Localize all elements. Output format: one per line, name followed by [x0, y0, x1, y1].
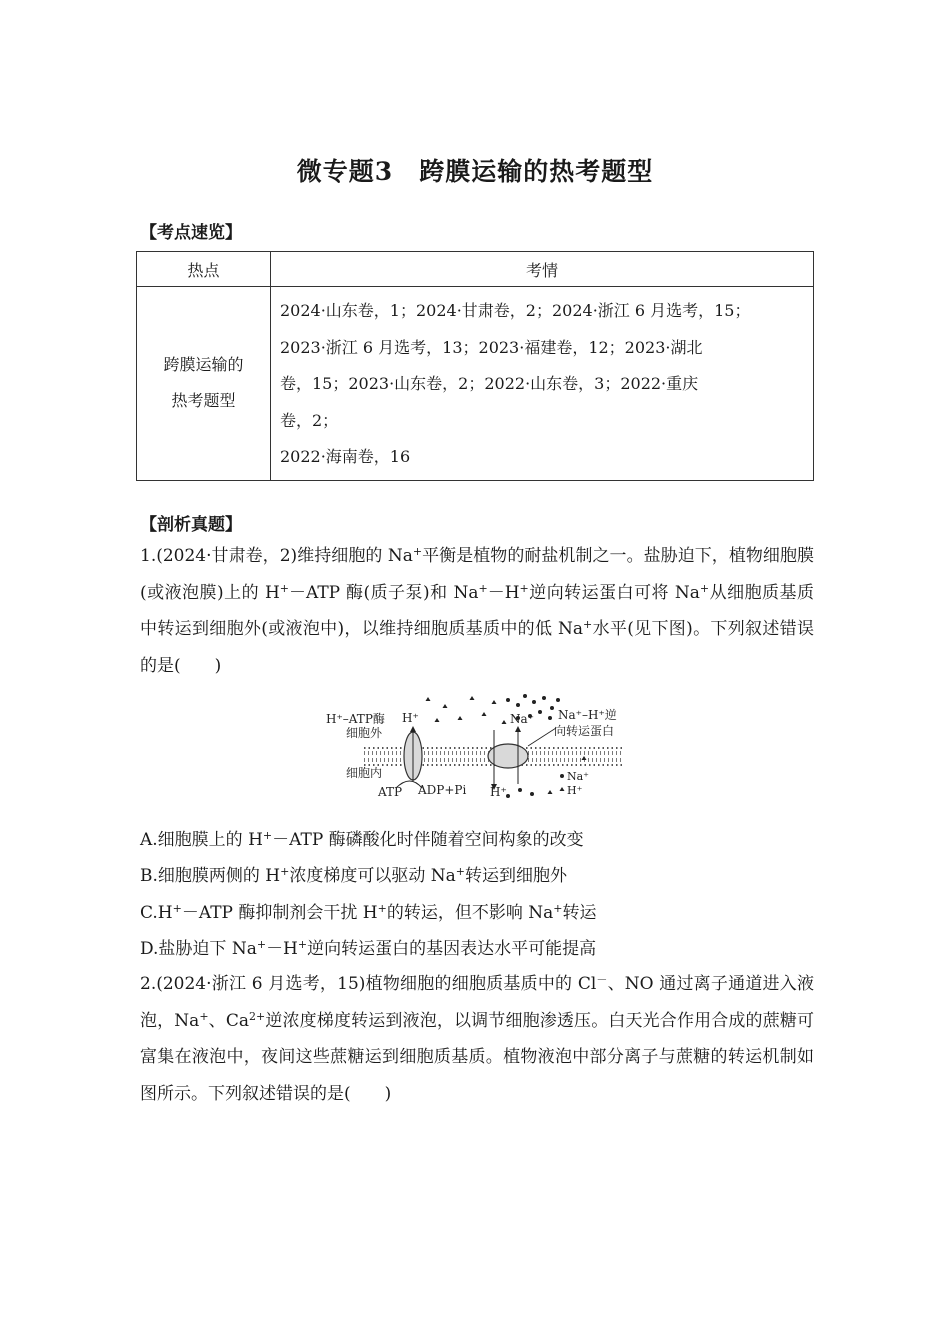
exam-line: 2024·山东卷，1；2024·甘肃卷，2；2024·浙江 6 月选考，15； — [280, 301, 751, 320]
outside-label: 细胞外 — [346, 726, 383, 740]
question-1-stem — [140, 538, 814, 684]
q1-text: －ATP 酶(质子泵)和 Na — [289, 582, 479, 603]
option-c — [140, 901, 596, 925]
q2-text: 逆浓度梯度转运到液泡，以调节细胞渗透压。白天光合作用合成的蔗糖可富集在液泡中，夜间这些蔗糖运到细胞质基质。植物液泡中部分离子与蔗糖的转运机制如图所示。下列叙述错误的是( ) — [140, 1010, 814, 1104]
superscript: + — [583, 618, 593, 631]
pump-label: H⁺–ATP酶 — [326, 712, 385, 726]
q1-text: 1.(2024·甘肃卷，2)维持细胞的 Na — [140, 546, 413, 566]
superscript: － — [596, 973, 608, 986]
option-text: －ATP 酶磷酸化时伴随着空间构象的改变 — [272, 830, 584, 850]
arrow-head-icon — [515, 726, 521, 732]
table-header-row — [137, 252, 814, 287]
superscript: + — [262, 829, 273, 842]
arrow-head-icon — [410, 726, 416, 732]
question-2-stem — [140, 966, 814, 1112]
q1-text: －H — [487, 582, 520, 603]
analysis-heading: 【剖析真题】 — [140, 515, 242, 535]
legend-na-symbol — [560, 774, 564, 778]
h-particle — [582, 756, 587, 760]
option-text: C.H — [140, 903, 173, 923]
legend-h-label: H⁺ — [567, 784, 583, 797]
adp-label: ADP+Pi — [418, 783, 467, 797]
q1-text: 逆向转运蛋白可将 Na — [528, 582, 700, 603]
exam-line: 2022·海南卷，16 — [280, 447, 411, 466]
topic-line: 跨膜运输的 — [163, 355, 244, 375]
h-particle — [548, 790, 553, 794]
antiporter-label: Na⁺–H⁺逆 — [558, 708, 617, 722]
na-particle — [530, 792, 534, 796]
q2-text: 2.(2024·浙江 6 月选考，15)植物细胞的细胞质基质中的 Cl — [140, 974, 597, 994]
superscript: + — [519, 581, 529, 595]
option-text: 浓度梯度可以驱动 Na — [289, 866, 456, 886]
q1-text: 从细胞质基质中转运到细胞外(或液泡中)，以维持细胞质基质中的低 Na — [140, 582, 814, 639]
superscript: + — [455, 865, 465, 878]
extracellular-particles — [426, 694, 561, 724]
q2-text: 、Ca — [208, 1010, 249, 1031]
option-text: 转运到细胞外 — [465, 866, 567, 886]
legend-h-symbol — [560, 787, 565, 791]
exam-line: 2023·浙江 6 月选考，13；2023·福建卷，12；2023·湖北 — [280, 337, 703, 357]
legend-na-label: Na⁺ — [567, 770, 589, 783]
exam-line: 卷，15；2023·山东卷，2；2022·山东卷，3；2022·重庆 — [280, 374, 699, 393]
exam-cell — [271, 287, 814, 481]
exam-line: 卷，2； — [280, 410, 339, 430]
superscript: + — [172, 902, 182, 915]
superscript: + — [297, 938, 308, 951]
superscript: + — [553, 902, 563, 915]
page-title: 微专题3 跨膜运输的热考题型 — [296, 157, 654, 186]
superscript: + — [377, 902, 387, 915]
topic-line: 热考题型 — [171, 391, 236, 411]
superscript: + — [279, 581, 289, 595]
option-b — [140, 864, 567, 888]
atp-label: ATP — [378, 785, 403, 799]
option-d — [140, 937, 596, 961]
na-top-label: Na⁺ — [510, 712, 534, 726]
na-particle — [518, 788, 522, 792]
option-text: 逆向转运蛋白的基因表达水平可能提高 — [307, 939, 597, 959]
option-text: 的转运，但不影响 Na — [386, 903, 554, 923]
superscript: + — [199, 1009, 209, 1023]
q1-text: 水平(见下图)。下列叙述错误的是( ) — [140, 619, 815, 676]
option-text: －ATP 酶抑制剂会干扰 H — [181, 903, 378, 923]
option-text: D.盐胁迫下 Na — [140, 939, 257, 959]
label-pointer — [528, 728, 556, 746]
h-top-label: H⁺ — [402, 711, 419, 725]
superscript: + — [412, 545, 423, 558]
superscript: + — [280, 865, 290, 878]
inside-label: 细胞内 — [346, 766, 383, 780]
header-topic: 热点 — [137, 252, 271, 287]
topic-cell — [137, 287, 271, 481]
superscript: + — [256, 938, 267, 951]
table-row — [137, 287, 814, 481]
header-exam: 考情 — [271, 252, 814, 287]
overview-table — [136, 251, 814, 481]
q2-text: 、NO 通过离子通道进入液泡，Na — [140, 974, 814, 1031]
option-text: 转运 — [562, 903, 597, 923]
superscript: 2+ — [248, 1009, 266, 1023]
superscript: + — [478, 581, 488, 595]
option-text: B.细胞膜两侧的 H — [140, 866, 281, 886]
antiporter-label: 向转运蛋白 — [554, 724, 615, 738]
option-text: －H — [266, 939, 298, 959]
option-a — [140, 828, 584, 852]
option-text: A.细胞膜上的 H — [140, 830, 263, 850]
superscript: + — [699, 581, 710, 595]
h-bottom-label: H⁺ — [490, 785, 507, 799]
q1-text: 平衡是植物的耐盐机制之一。盐胁迫下，植物细胞膜(或液泡膜)上的 H — [140, 546, 814, 603]
overview-heading: 【考点速览】 — [140, 223, 242, 243]
membrane-transport-figure — [322, 690, 632, 805]
